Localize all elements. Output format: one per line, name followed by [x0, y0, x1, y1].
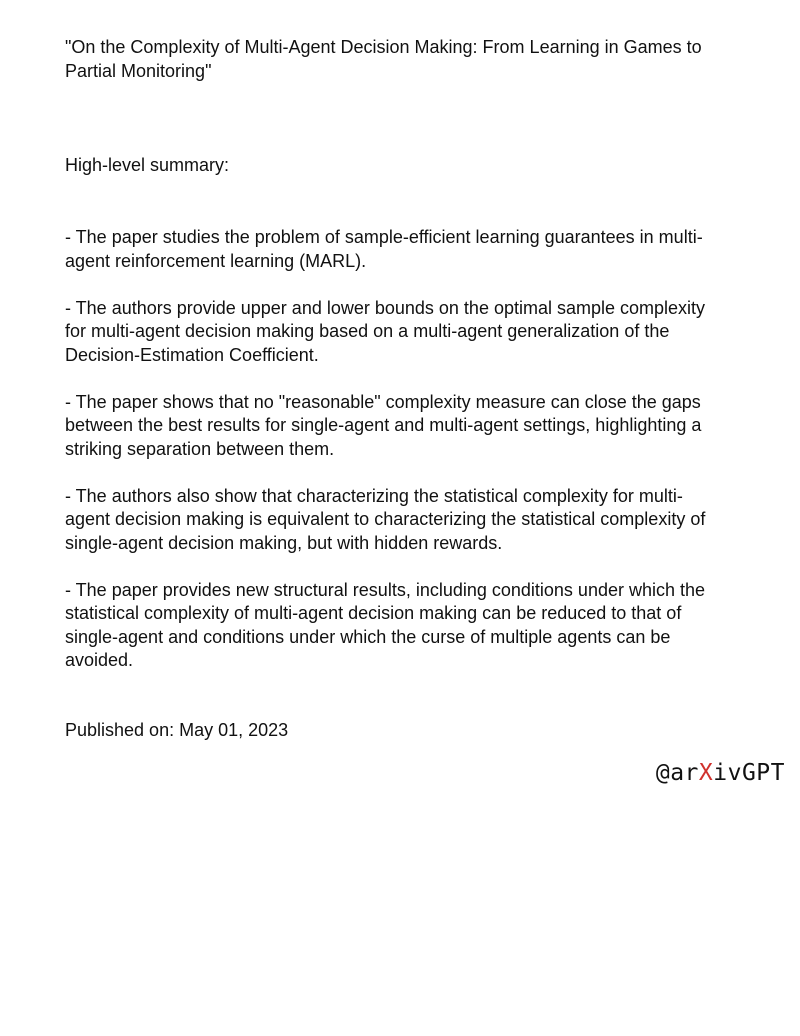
summary-bullet: - The paper provides new structural results, including conditions under which the statistical complexity of multi-agent decision making can be reduced to that of single-agent and conditions under which the curse of multiple agents can be avoided.: [65, 579, 706, 670]
summary-bullet: - The paper shows that no "reasonable" complexity measure can close the gaps between the best results for single-agent and multi-agent settings, highlighting a striking separation between them.: [65, 391, 702, 459]
summary-bullet: - The authors provide upper and lower bounds on the optimal sample complexity for multi-agent decision making based on a multi-agent generalization of the Decision-Estimation Coefficient.: [65, 297, 706, 365]
summary-bullet-list: [65, 226, 725, 696]
handle-suffix: ivGPT: [713, 760, 785, 786]
arxivgpt-handle: [656, 760, 785, 786]
published-date: Published on: May 01, 2023: [65, 720, 289, 740]
paper-title: "On the Complexity of Multi-Agent Decision Making: From Learning in Games to Partial Monitoring": [65, 37, 702, 81]
summary-heading: High-level summary:: [65, 155, 230, 175]
handle-prefix: @ar: [655, 760, 699, 786]
handle-highlight: X: [698, 760, 714, 786]
summary-bullet: - The paper studies the problem of sample-efficient learning guarantees in multi-agent reinforcement learning (MARL).: [65, 227, 703, 271]
summary-bullet: - The authors also show that characterizing the statistical complexity for multi-agent decision making is equivalent to characterizing the statistical complexity of single-agent decision making, but with hidden rewards.: [65, 485, 706, 553]
